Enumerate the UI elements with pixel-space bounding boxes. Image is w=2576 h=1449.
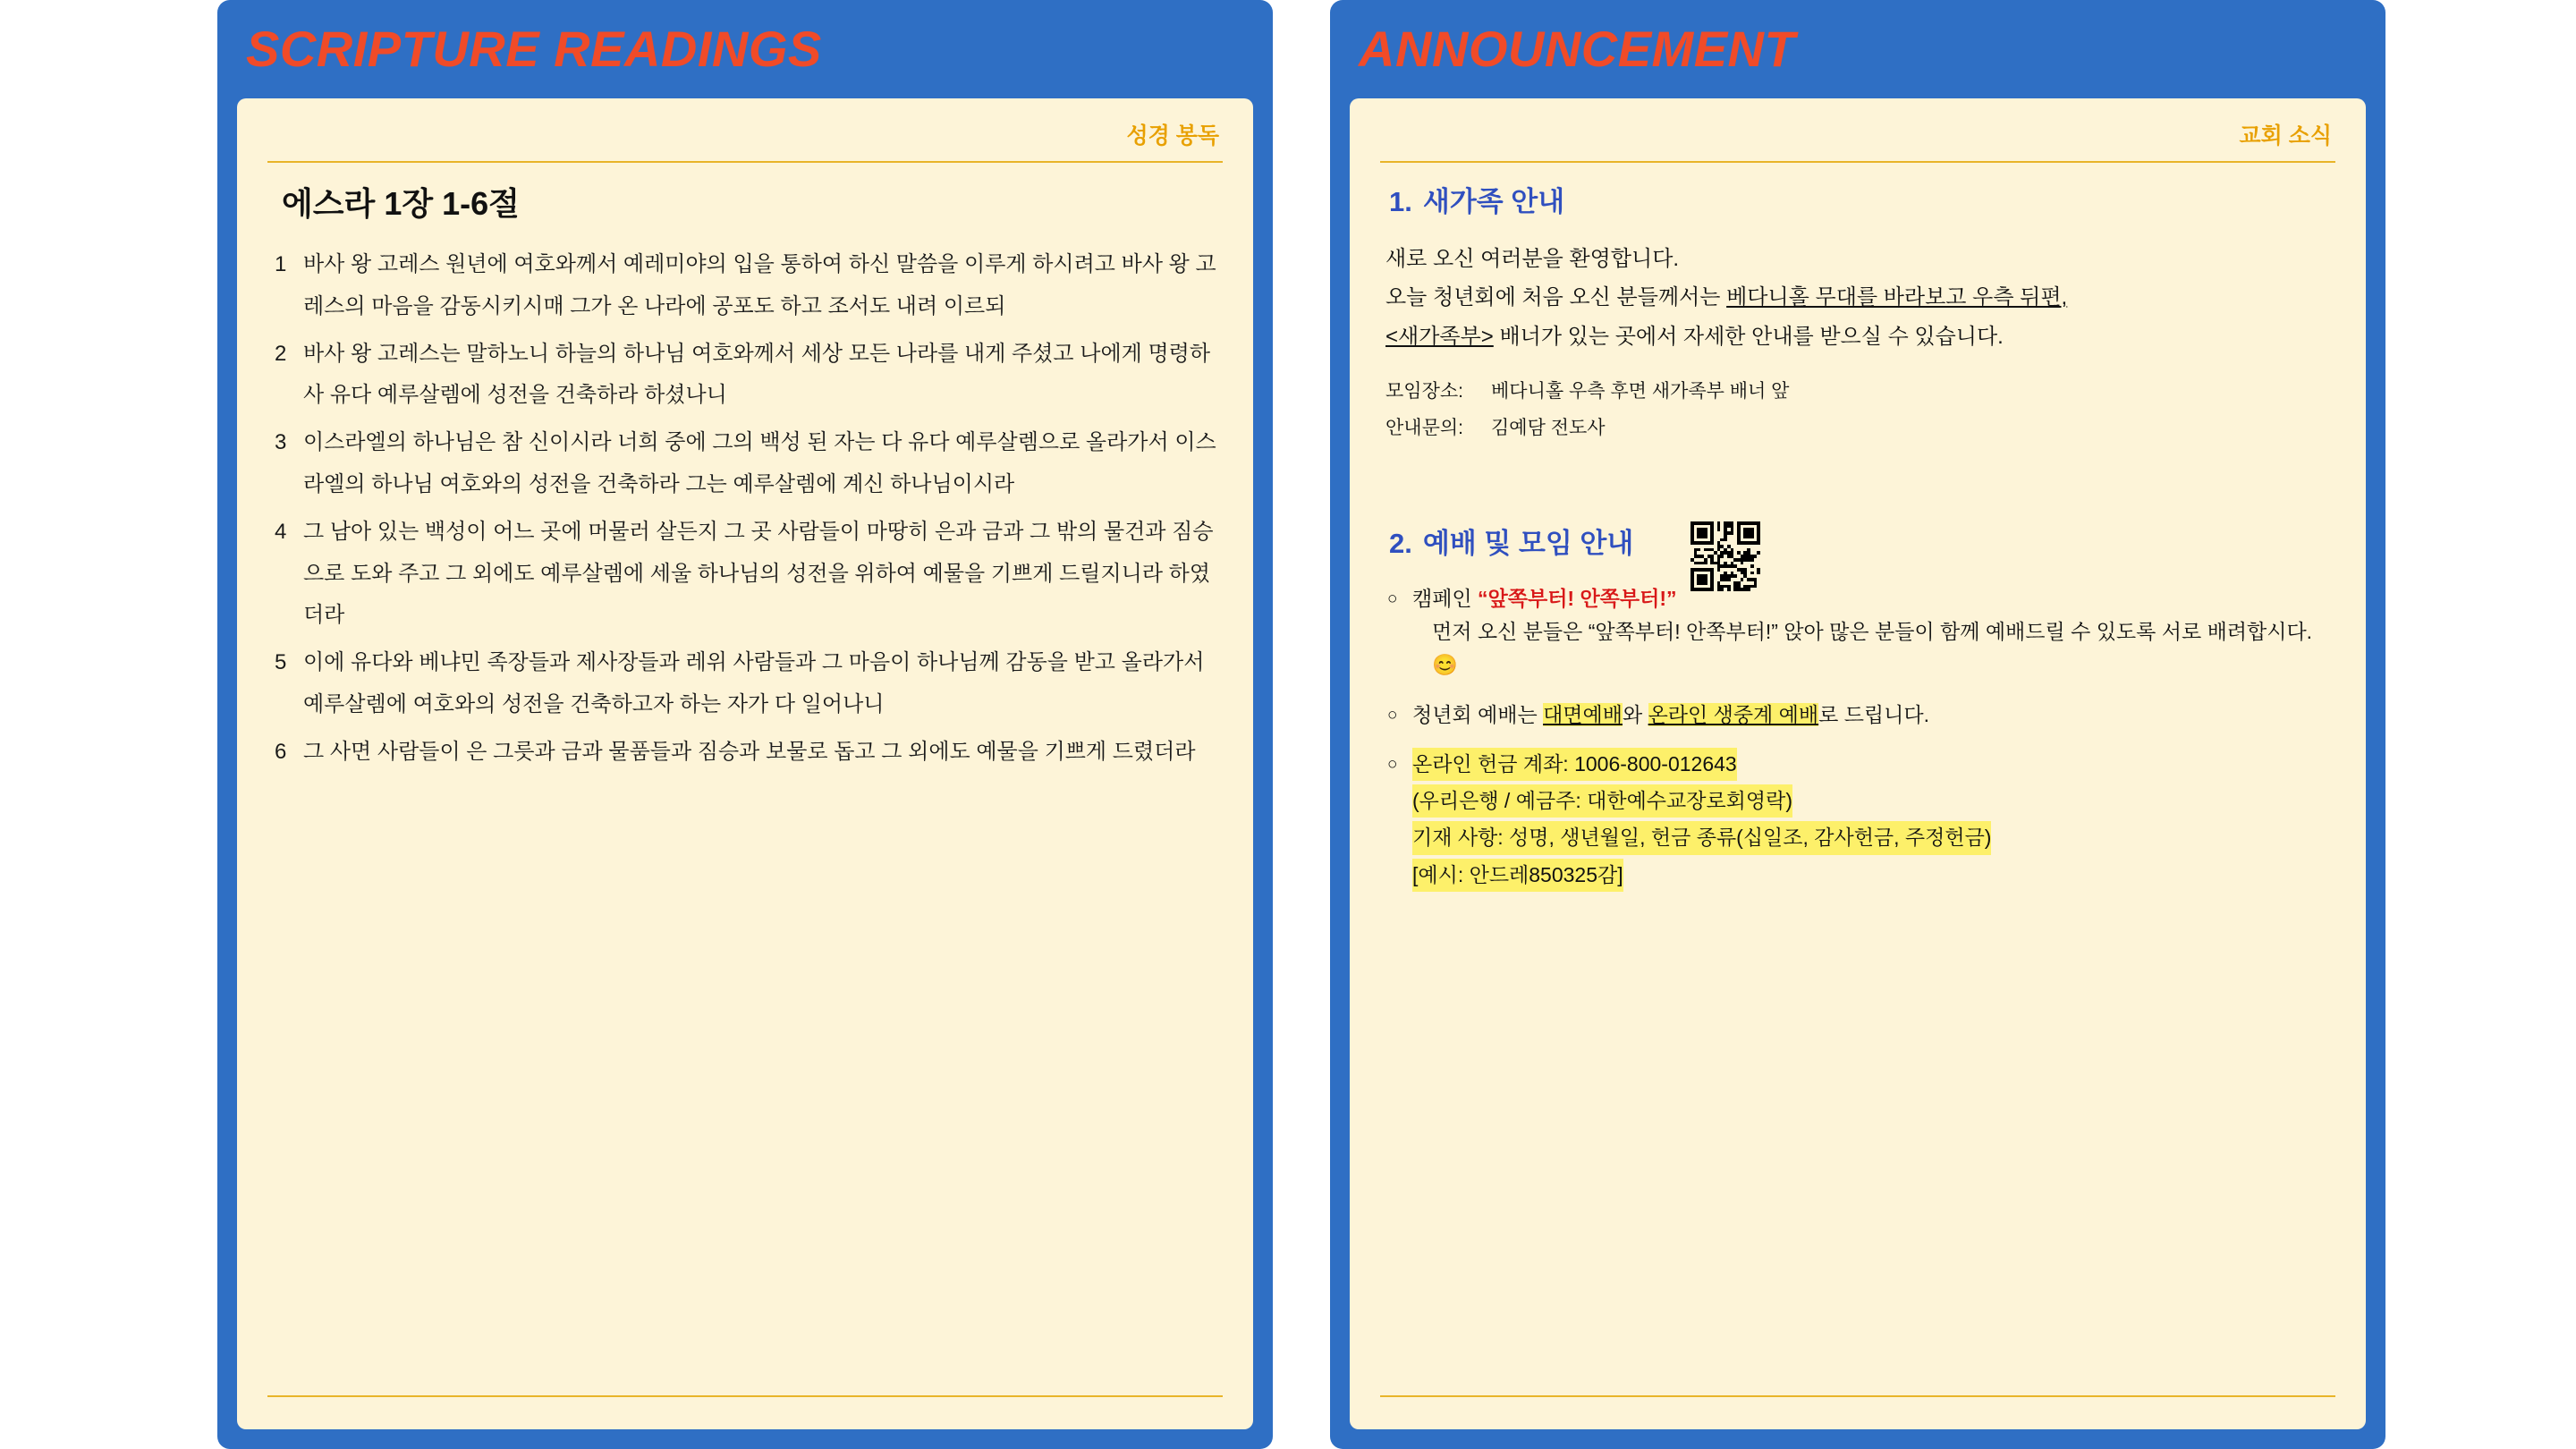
- bullet-campaign: [1387, 582, 2335, 682]
- section1-number: 1.: [1389, 186, 1412, 217]
- scripture-divider-bottom: [267, 1395, 1223, 1397]
- section1-line3-plain: 배너가 있는 곳에서 자세한 안내를 받으실 수 있습니다.: [1493, 324, 2004, 349]
- bullet-worship-mode-body: [1412, 699, 2335, 732]
- bullet-circle-icon: ○: [1387, 589, 1398, 608]
- scripture-reference-title: 에스라 1장 1-6절: [282, 185, 520, 222]
- scripture-divider-top: [267, 161, 1223, 163]
- worship-offline-label: 대면예배: [1543, 702, 1623, 726]
- scripture-card-head: 성경 봉독: [1126, 123, 1219, 148]
- worship-pre: 청년회 예배는: [1412, 702, 1544, 726]
- verse-row: [267, 642, 1223, 726]
- verse-text: 그 사면 사람들이 은 그릇과 금과 물품들과 짐승과 보물로 돕고 그 외에도 예물을 기쁘게 드렸더라: [303, 739, 1196, 764]
- announcement-divider-top: [1380, 161, 2335, 163]
- section1-line2: [1385, 279, 2335, 316]
- announcement-panel: [1330, 0, 2385, 1449]
- bullet-offering-account: [1387, 748, 2335, 892]
- announcement-divider-bottom: [1380, 1395, 2335, 1397]
- bullet-worship-mode: [1387, 699, 2335, 732]
- scripture-panel: [217, 0, 1273, 1449]
- verse-text: 바사 왕 고레스 원년에 여호와께서 예레미야의 입을 통하여 하신 말씀을 이루게 하시려고 바사 왕 고레스의 마음을 감동시키시매 그가 온 나라에 공포도 하고 조서도 내려 이르되: [303, 252, 1216, 318]
- section1-line3-underlined: <새가족부>: [1385, 324, 1494, 349]
- announcement-section-newcomer: [1380, 179, 2335, 444]
- meta-label: 모임장소:: [1385, 380, 1463, 402]
- section1-line2-plain: 오늘 청년회에 처음 오신 분들께서는: [1385, 285, 1727, 310]
- worship-mid: 와: [1622, 702, 1648, 726]
- verse-row: [267, 732, 1223, 774]
- bullet-circle-icon: ○: [1387, 754, 1398, 774]
- verse-text: 그 남아 있는 백성이 어느 곳에 머물러 살든지 그 곳 사람들이 마땅히 은과 금과 그 밖의 물건과 짐승으로 도와 주고 그 외에도 예루살렘에 세울 하나님의 성전을 위하여 예물을 기쁘게 드릴지니라 하였더라: [303, 519, 1214, 628]
- section1-heading-text: 새가족 안내: [1422, 186, 1565, 217]
- verse-row: [267, 512, 1223, 637]
- scripture-panel-title: SCRIPTURE READINGS: [246, 21, 822, 77]
- section2-heading: [1389, 521, 2335, 561]
- verse-row: [267, 334, 1223, 418]
- campaign-lead: 캠페인: [1412, 586, 1479, 610]
- bullet-offering-body: [1412, 748, 2335, 892]
- bullet-campaign-body: [1412, 582, 2335, 682]
- campaign-detail: 먼저 오신 분들은 “앞쪽부터! 안쪽부터!” 앉아 많은 분들이 함께 예배드릴 수 있도록 서로 배려합시다.😊: [1432, 620, 2313, 677]
- meta-value: 베다니홀 우측 후면 새가족부 배너 앞: [1491, 380, 1790, 402]
- announcement-panel-title: ANNOUNCEMENT: [1359, 21, 1796, 77]
- campaign-quote: “앞쪽부터! 안쪽부터!”: [1478, 586, 1677, 610]
- announcement-card-head: 교회 소식: [2239, 123, 2332, 148]
- qr-code-icon: [1690, 521, 1760, 591]
- verse-number: 2: [275, 341, 287, 366]
- meta-row-location: [1385, 377, 2335, 407]
- verse-number: 5: [275, 650, 287, 675]
- verse-row: [267, 244, 1223, 328]
- verse-text: 이스라엘의 하나님은 참 신이시라 너희 중에 그의 백성 된 자는 다 유다 예루살렘으로 올라가서 이스라엘의 하나님 여호와의 성전을 건축하라 그는 예루살렘에 계신 하나님이시라: [303, 430, 1216, 496]
- verse-text: 바사 왕 고레스는 말하노니 하늘의 하나님 여호와께서 세상 모든 나라를 내게 주셨고 나에게 명령하사 유다 예루살렘에 성전을 건축하라 하셨나니: [303, 341, 1211, 408]
- section1-line1: 새로 오신 여러분을 환영합니다.: [1385, 247, 1680, 271]
- offering-example-line: [예시: 안드레850325감]: [1412, 859, 1623, 892]
- meta-value: 김예담 전도사: [1491, 418, 1606, 439]
- offering-bank-line: (우리은행 / 예금주: 대한예수교장로회영락): [1412, 784, 1792, 818]
- offering-account-line: 온라인 헌금 계좌: 1006-800-012643: [1412, 748, 1737, 781]
- verse-text: 이에 유다와 베냐민 족장들과 제사장들과 레위 사람들과 그 마음이 하나님께 감동을 받고 올라가서 예루살렘에 여호와의 성전을 건축하고자 하는 자가 다 일어나니: [303, 650, 1205, 716]
- section1-heading: [1389, 179, 2335, 219]
- verse-number: 6: [275, 739, 287, 764]
- announcement-section-worship: [1380, 521, 2335, 892]
- announcement-card: [1350, 98, 2366, 1429]
- worship-post: 로 드립니다.: [1818, 702, 1929, 726]
- section1-line2-underlined: 베다니홀 무대를 바라보고 우측 뒤편,: [1726, 285, 2068, 310]
- offering-memo-line: 기재 사항: 성명, 생년월일, 헌금 종류(십일조, 감사헌금, 주정헌금): [1412, 821, 1991, 854]
- section1-line3: [1385, 318, 2335, 355]
- meta-row-contact: [1385, 413, 2335, 444]
- worship-online-label: 온라인 생중계 예배: [1648, 702, 1819, 726]
- scripture-card: [237, 98, 1253, 1429]
- meta-label: 안내문의:: [1385, 418, 1463, 439]
- verse-number: 4: [275, 519, 287, 544]
- section2-heading-text: 예배 및 모임 안내: [1422, 527, 1634, 559]
- verse-row: [267, 422, 1223, 506]
- verse-number: 1: [275, 252, 287, 276]
- section2-number: 2.: [1389, 527, 1412, 559]
- bullet-circle-icon: ○: [1387, 705, 1398, 724]
- verse-number: 3: [275, 430, 287, 455]
